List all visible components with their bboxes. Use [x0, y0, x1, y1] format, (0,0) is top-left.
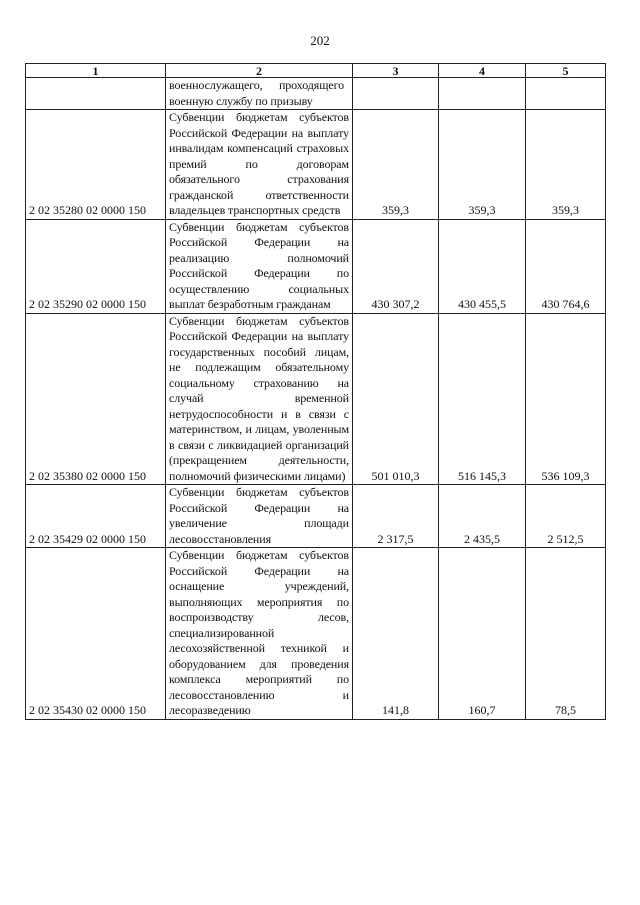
row-value-4: 516 145,3 [439, 313, 526, 485]
budget-table [25, 63, 606, 720]
row-value-5 [526, 78, 606, 110]
row-description: Субвенции бюджетам субъектов Российской Федерации на реализацию полномочий Российской Федерации по осуществлению социальных выплат безработным гражданам [166, 219, 353, 313]
row-value-3: 501 010,3 [353, 313, 439, 485]
row-code: 2 02 35380 02 0000 150 [26, 313, 166, 485]
row-code: 2 02 35429 02 0000 150 [26, 485, 166, 548]
column-header-1: 1 [26, 64, 166, 78]
row-value-3: 141,8 [353, 548, 439, 720]
row-value-4: 359,3 [439, 110, 526, 220]
row-value-4: 160,7 [439, 548, 526, 720]
row-value-5: 359,3 [526, 110, 606, 220]
column-header-2: 2 [166, 64, 353, 78]
table-row [26, 110, 606, 220]
row-description: Субвенции бюджетам субъектов Российской Федерации на оснащение учреждений, выполняющих мероприятия по воспроизводству лесов, специализированной лесохозяйственной техникой и оборудованием для проведения комплекса мероприятий по лесовосстановлению и лесоразведению [166, 548, 353, 720]
row-value-3 [353, 78, 439, 110]
row-code [26, 78, 166, 110]
header-row [26, 64, 606, 78]
row-code: 2 02 35430 02 0000 150 [26, 548, 166, 720]
column-header-3: 3 [353, 64, 439, 78]
row-code: 2 02 35280 02 0000 150 [26, 110, 166, 220]
row-description: военнослужащего, проходящего военную службу по призыву [166, 78, 353, 110]
row-value-4: 430 455,5 [439, 219, 526, 313]
table-row [26, 78, 606, 110]
row-value-3: 359,3 [353, 110, 439, 220]
table-row [26, 219, 606, 313]
row-code: 2 02 35290 02 0000 150 [26, 219, 166, 313]
column-header-4: 4 [439, 64, 526, 78]
row-description: Субвенции бюджетам субъектов Российской Федерации на увеличение площади лесовосстановления [166, 485, 353, 548]
row-description: Субвенции бюджетам субъектов Российской Федерации на выплату инвалидам компенсаций страховых премий по договорам обязательного страхования гражданской ответственности владельцев транспортных средств [166, 110, 353, 220]
column-header-5: 5 [526, 64, 606, 78]
row-value-3: 2 317,5 [353, 485, 439, 548]
row-value-5: 430 764,6 [526, 219, 606, 313]
row-value-5: 78,5 [526, 548, 606, 720]
row-value-5: 536 109,3 [526, 313, 606, 485]
row-description: Субвенции бюджетам субъектов Российской Федерации на выплату государственных пособий лицам, не подлежащим обязательному социальному страхованию на случай временной нетрудоспособности и в связи с материнством, и лицам, уволенным в связи с ликвидацией организаций (прекращением деятельности, полномочий физическими лицами) [166, 313, 353, 485]
page-number: 202 [310, 33, 330, 48]
row-value-4 [439, 78, 526, 110]
row-value-4: 2 435,5 [439, 485, 526, 548]
table-row [26, 485, 606, 548]
table-row [26, 548, 606, 720]
table-row [26, 313, 606, 485]
row-value-5: 2 512,5 [526, 485, 606, 548]
row-value-3: 430 307,2 [353, 219, 439, 313]
